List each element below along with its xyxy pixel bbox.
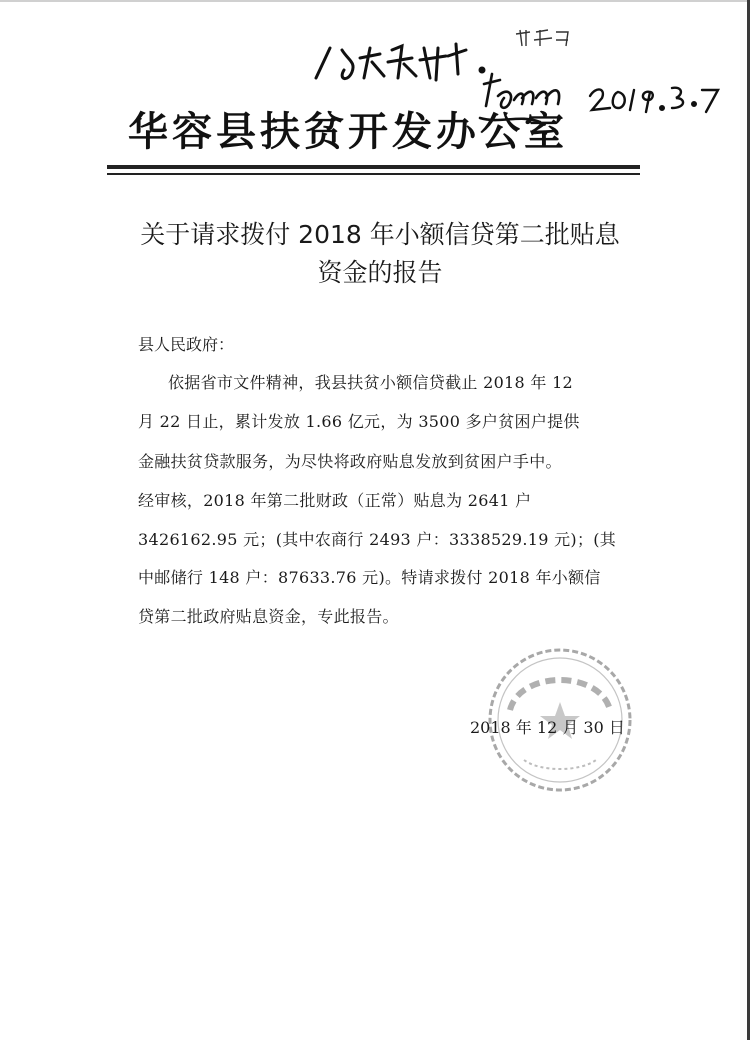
body-line-5: 3426162.95 元；(其中农商行 2493 户：3338529.19 元)；(其 (138, 530, 617, 549)
header-rule-thin (107, 173, 640, 175)
handwritten-top-note (316, 44, 484, 80)
organization-header: 华容县扶贫开发办公室 (128, 109, 568, 155)
handwritten-corner-mark (516, 30, 568, 46)
body-line-6: 中邮储行 148 户：87633.76 元)。特请求拨付 2018 年小额信 (138, 568, 601, 587)
body-line-1: 依据省市文件精神，我县扶贫小额信贷截止 2018 年 12 (168, 373, 574, 392)
body-line-3: 金融扶贫贷款服务，为尽快将政府贴息发放到贫困户手中。 (138, 452, 562, 471)
title-line-1: 关于请求拨付 2018 年小额信贷第二批贴息 (140, 220, 620, 249)
document-title (110, 216, 650, 292)
document-date: 2018 年 12 月 30 日 (470, 718, 625, 737)
body-line-4: 经审核，2018 年第二批财政（正常）贴息为 2641 户 (138, 491, 532, 510)
salutation: 县人民政府： (138, 335, 235, 354)
header-rule-thick (107, 165, 640, 169)
body-line-7: 贷第二批政府贴息资金，专此报告。 (138, 607, 399, 626)
body-line-2: 月 22 日止，累计发放 1.66 亿元，为 3500 多户贫困户提供 (138, 412, 580, 431)
title-line-2: 资金的报告 (317, 258, 443, 287)
